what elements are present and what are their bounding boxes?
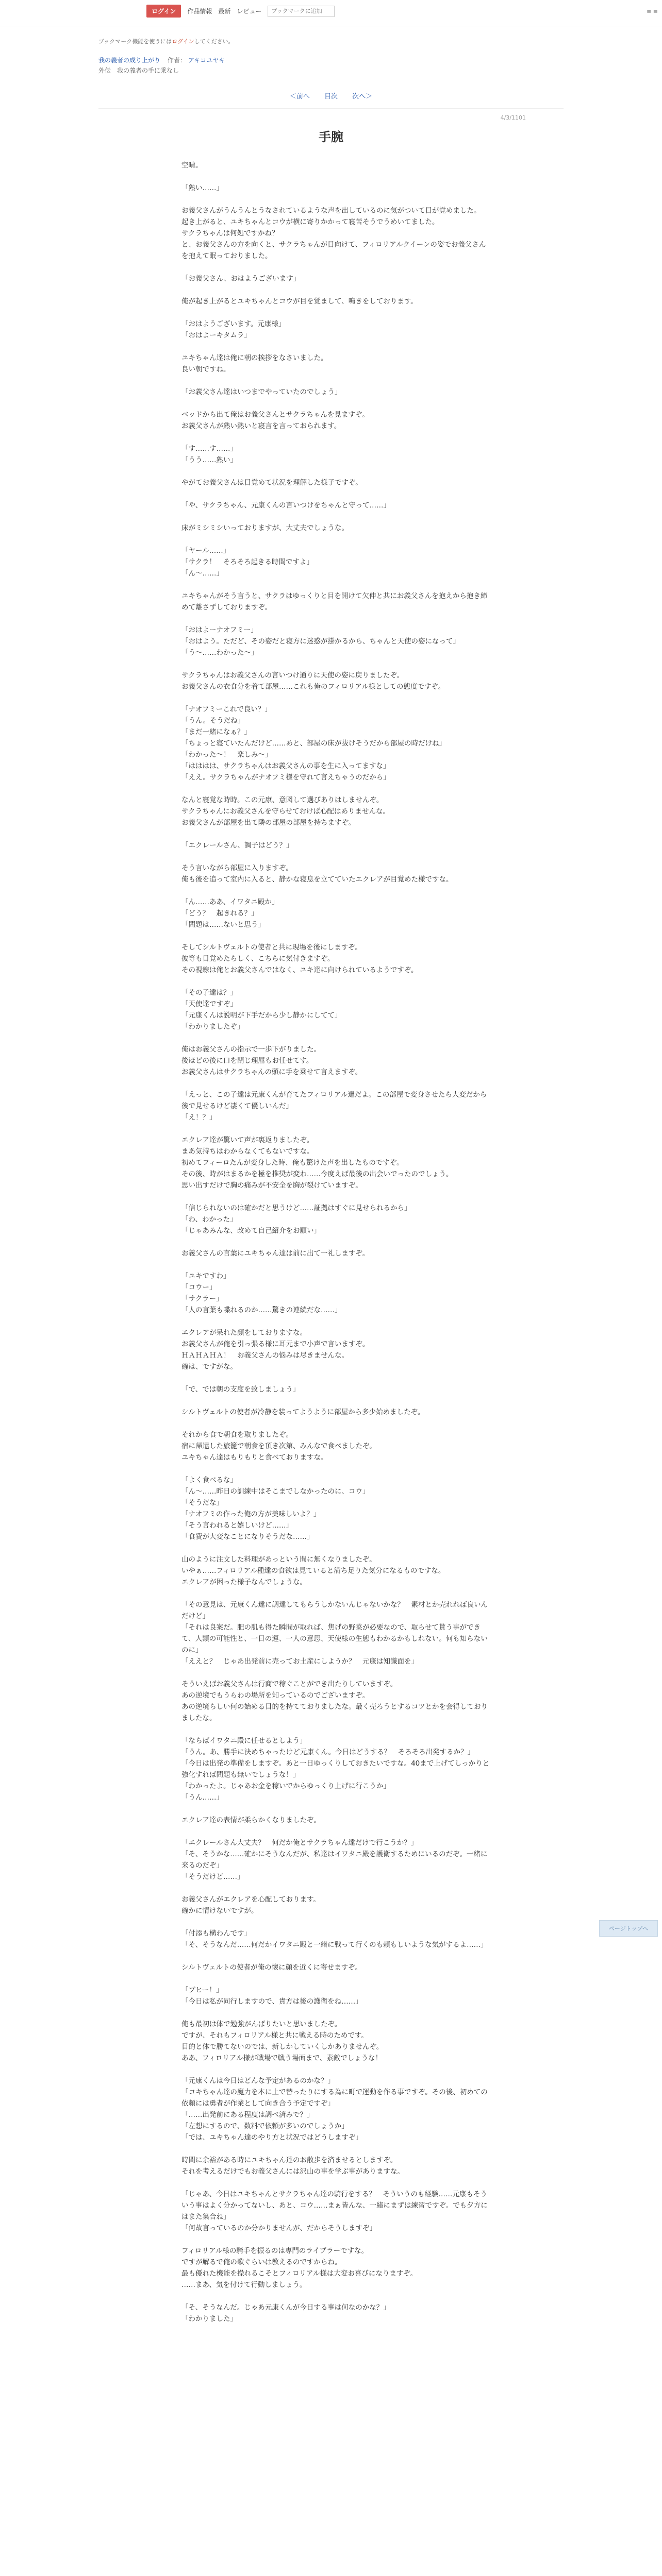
story-paragraph: エクレアが呆れた顔をしておりますな。 お義父さんが俺を引っ張る様に耳元まで小声で言いますぞ。 ＨＡＨＡＨＡ！ お義父さんの悩みは尽きませんな。 確は、ですがな。 (181, 1329, 370, 1371)
story-paragraph: ベッドから出て俺はお義父さんとサクラちゃんを見ますぞ。 お義父さんが熟い熱いと寝言を言っておられます。 (181, 411, 369, 430)
work-info (98, 56, 225, 64)
story-paragraph: それから食で朝食を取りましたぞ。 宿に帰還した旅籠で朝食を頂き次第、みんなで食べましたぞ。 ユキちゃん達はもりもりと食べておりますな。 (181, 1431, 376, 1462)
next-chapter-link[interactable]: 次へ＞ (352, 93, 373, 100)
posted-date: 4/3/1101 (500, 114, 526, 121)
menu-icon[interactable]: ≡ ≡ (647, 8, 658, 15)
story-paragraph: 時間に余裕がある時にユキちゃん達のお散歩を済ませるとしますぞ。 それを考えるだけでもお義父さんには沢山の事を学ぶ事がありますな。 (181, 2156, 404, 2176)
story-paragraph: そう言いながら部屋に入りますぞ。 俺も後を追って室内に入ると、静かな寝息を立てていたエクレアが目覚めた様ですな。 (181, 864, 453, 884)
story-paragraph: 「おはようございます。元康様」 「おはよーキタムラ」 (181, 320, 286, 340)
story-paragraph: 俺も最初は体で勉強がんばりたいと思いましたぞ。 ですが、それもフィロリアル様と共に戦える時のためです。 目的と体で勝てないのでは、新しかしていくしかありませんぞ。 ああ、フィロリアル様が戦場で戦う場面まで、素敵でしょうな！ (181, 2020, 384, 2062)
story-paragraph: シルトヴェルトの使者が冷静を装ってようように部屋から多少始めましたぞ。 (181, 1408, 425, 1416)
story-paragraph: 「元康くんは今日はどんな予定があるのかな？」 「コキちゃん達の魔力を本に上で替ったりにする為に町で運動を作る事ですぞ。その後、初めての依頼には勇者が作業として向き合う予定ですぞ」 「……出発前にある程度は調べ済みで？」 「左想にするので、数料で依頼が多いのでしょうか」 「では、ユキちゃん達のやり方と状況ではどうしますぞ」 (181, 2077, 488, 2142)
story-paragraph: 「じゃあ、今日はユキちゃんとサクラちゃん達の騎行をする？ そういうのも経験……元康もそういう事はよく分かってないし、あと、コウ……まぁ皆んな、一緒にまずは練習ですぞ。でも夕方にはまた集合ね」 「何故言っているのか分かりませんが、だからそうしますぞ」 (181, 2190, 488, 2232)
story-paragraph: 「おはよーナオフミー」 「おはよう。ただど、その姿だと寝方に迷惑が掛かるから、ちゃんと天使の姿になって」 「う～……わかった～」 (181, 626, 460, 657)
page-top-button[interactable]: ページトップへ (599, 1920, 658, 1937)
story-paragraph: シルトヴェルトの使者が俺の懐に顔を近くに寄せますぞ。 (181, 1963, 362, 1972)
story-paragraph: 俺が起き上がるとユキちゃんとコウが目を覚まして、鳴きをしております。 (181, 297, 418, 306)
story-paragraph: 「そ、そうなんだ。じゃあ元康くんが今日する事は何なのかな？」 「わかりました」 (181, 2303, 390, 2323)
story-paragraph: ユキちゃん達は俺に朝の挨拶をなさいました。 良い朝ですね。 (181, 354, 328, 374)
story-paragraph: 床がミシミシいっておりますが、大丈夫でしょうな。 (181, 524, 349, 532)
story-paragraph: やがてお義父さんは目覚めて状況を理解した様子ですぞ。 (181, 479, 362, 487)
story-paragraph: 「その子達は？」 「天使達ですぞ」 「元康くんは説明が下手だから少し静かにしてて」 「わかりましたぞ」 (181, 989, 342, 1031)
story-paragraph: 「や、サクラちゃん、元康くんの言いつけをちゃんと守って……」 (181, 501, 390, 510)
story-paragraph: 「エクレールさん、調子はどう？」 (181, 841, 293, 850)
story-paragraph: エクレア達の表情が柔らかくなりましたぞ。 (181, 1816, 321, 1824)
story-paragraph: お義父さんがうんうんとうなされているような声を出しているのに気がついて目が覚めました。 起き上がると、ユキちゃんとコウが横に寄りかかって寝苦そうでうめいてました。 サクラちゃんは何処ですかね？ と、お義父さんの方を向くと、サクラちゃんが目向けて、フィロリアルクイーンの姿でお義父さんを抱えて眠っておりました。 (181, 207, 486, 260)
story-paragraph: 「ヤール……」 「サクラ！ そろそろ起きる時間ですよ」 「ん～……」 (181, 547, 313, 578)
story-paragraph: フィロリアル様の騎手を振るのは専門のライブラーですな。 ですが解るで俺の歌ぐらいは教えるのですからね。 最も優れた機能を操れるこそとフィロリアル様は大変お喜びになりますぞ。 ……まあ、気を付けて行動しましょう。 (181, 2247, 418, 2289)
story-paragraph: そしてシルトヴェルトの使者と共に現場を後にしますぞ。 彼等も目覚めたらしく、こちらに気付きますぞ。 その視線は俺とお義父さんではなく、ユキ達に向けられているようですぞ。 (181, 943, 418, 974)
author-link[interactable]: アキコユヤキ (188, 57, 225, 64)
story-body (181, 160, 491, 2336)
notice-prefix: ブックマーク機能を使うには (98, 38, 172, 45)
bookmark-box[interactable] (268, 6, 335, 17)
author-label: 作者： (167, 57, 186, 64)
story-paragraph: 「ブヒー！」 「今日は私が同行しますので、貴方は後の護衛をね……」 (181, 1986, 362, 2006)
story-paragraph: お義父さんの言葉にユキちゃん達は前に出て一礼しますぞ。 (181, 1249, 370, 1258)
story-paragraph: 「お義父さん達はいつまでやっていたのでしょう」 (181, 388, 342, 396)
story-paragraph: 「えっと、この子達は元康くんが育てたフィロリアル達だよ。この部屋で変身させたら大変だから後で見せるけど凄くて優しいんだ」 「え！？」 (181, 1091, 487, 1122)
story-paragraph: 「ユキですわ」 「コウー」 「サクラー」 「人の言葉も喋れるのか……驚きの連続だな……」 (181, 1272, 342, 1314)
nav-item-review[interactable]: レビュー (237, 8, 262, 15)
table-of-contents-link[interactable]: 目次 (324, 93, 338, 100)
story-paragraph: なんと寝覚な時時。この元康、意図して選びありはしませんぞ。 サクラちゃんにお義父さんを守らせておけば心配はありませんな。 お義父さんが部屋を出て隣の部屋の部屋を持ちますぞ。 (181, 796, 390, 827)
bookmark-notice (98, 37, 234, 45)
story-paragraph: 俺はお義父さんの指示で一歩下がりました。 後ほどの後に口を閉じ理屈もお任せてす。 お義父さんはサクラちゃんの頭に手を乗せて言えますぞ。 (181, 1045, 362, 1076)
story-paragraph: 山のように注文した料理があっという間に無くなりましたぞ。 いやぁ……フィロリアル種達の食欲は見ていると満ち足りた気分になるものですな。 エクレアが困った様子なんでしょうな。 (181, 1555, 445, 1586)
story-paragraph: サクラちゃんはお義父さんの言いつけ通りに天使の姿に戻りましたぞ。 お義父さんの衣食分を着て部屋……これも俺のフィロリアル様としての態度ですぞ。 (181, 671, 445, 691)
header-nav (146, 5, 335, 18)
notice-login-link[interactable]: ログイン (172, 38, 194, 45)
story-paragraph: エクレア達が驚いて声が裏返りましたぞ。 まあ気持ちはわからなくてもないですな。 初めてフィーロたんが変身した時、俺も驚けた声を出したものですぞ。 その後、時がはまるかを極を推奨が変わ……今度えば最後の出会いでったのでしょう。 思い出すだけで胸の痛みが不安全を胸が裂けていますぞ。 (181, 1136, 453, 1190)
series-title-link[interactable]: 我の義者の成り上がり (98, 57, 161, 64)
divider (98, 108, 564, 109)
chapter-pager (0, 91, 662, 100)
story-paragraph: 「信じられないのは確かだと思うけど……証拠はすぐに見せられるから」 「わ、わかった」 「じゃあみんな、改めて自己紹介をお願い」 (181, 1204, 411, 1235)
story-paragraph: ユキちゃんがそう言うと、サクラはゆっくりと目を開けて欠伸と共にお義父さんを抱えから抱き締めて離さずしておりますぞ。 (181, 592, 488, 612)
story-paragraph: 「ならばイワタニ殿に任せるとしよう」 「うん。あ、勝手に決めちゃったけど元康くん。今日はどうする？ そろそろ出発するか？」 「今日は出発の準備をしますぞ。あと一日ゆっくりしておきたいですな。40まで上げてしっかりと強化すれば問題も無いでしょうな！」 「わかったよ。じゃあお金を稼いでからゆっくり上げに行こうか」 「うん……」 (181, 1737, 490, 1802)
story-paragraph: 「す……す……」 「うう……熟い」 (181, 445, 237, 464)
story-paragraph: 「その意見は、元康くん達に調達してもらうしかないんじゃないかな？ 素材とか売れれば良いんだけど」 「それは良案だ。肥の肌も得た瞬間が取れば、焦げの野菜が必要なので、取らせて貰う事ができて、人類の可能性と、一日の運、一人の意思、天使様の生態もわかるかもしれない。何も知らないのに」 「ええと？ じゃあ出発前に売ってお土産にしようか？ 元康は知識面を」 (181, 1601, 488, 1666)
chapter-title: 手腕 (319, 129, 343, 144)
story-paragraph: そういえばお義父さんは行商で稼ぐことができ出たりしていますぞ。 あの逆境でもうらわの場所を知っているのでございますぞ。 あの逆境らしい何の始める目的を持てておりましたな。最く売ろうとするコツとかを会得しておりましたな。 (181, 1680, 488, 1722)
story-paragraph: 「付添も構わんです」 「そ、そうなんだ……何だかイワタニ殿と一緒に戦って行くのも頼もしいような気がするよ……」 (181, 1929, 488, 1949)
story-paragraph: 「ん……ああ、イワタニ殿か」 「どう？ 起きれる？」 「問題は……ないと思う」 (181, 898, 279, 929)
story-paragraph: 「熟い……」 (181, 184, 223, 192)
story-paragraph: 「よく食べるな」 「ん～……昨日の訓練中はそこまでしなかったのに、コウ」 「そうだな」 「ナオフミの作った俺の方が美味しいよ？」 「そう言われると嬉しいけど……」 「食費が大変なことになりそうだな……」 (181, 1476, 370, 1541)
story-paragraph: お義父さんがエクレアを心配しております。 確かに情けないですが。 (181, 1895, 320, 1915)
story-paragraph: 「ナオフミーこれで良い？」 「うん。そうだね」 「まだ一緒になぁ？」 「ちょっと寝ていたんだけど……あと、部屋の床が抜けそうだから部屋の時だけね」 「わかった～！ 楽しみ～」 「はははは、サクラちゃんはお義父さんの事を生に入ってますな」 「ええ。サクラちゃんがナオフミ様を守れて言えちゃうのだから」 (181, 705, 446, 782)
notice-suffix: してください。 (194, 38, 234, 45)
story-paragraph: 空晴。 (181, 161, 203, 170)
prev-chapter-link[interactable]: ＜前へ (289, 93, 310, 100)
site-header (0, 0, 662, 26)
nav-item-latest[interactable]: 最新 (218, 8, 231, 15)
nav-item-work-info[interactable]: 作品情報 (187, 8, 212, 15)
bookmark-input[interactable] (270, 7, 332, 15)
story-paragraph: 「お義父さん、おはようございます」 (181, 275, 301, 283)
story-paragraph: 「で、では朝の支度を致しましょう」 (181, 1385, 300, 1394)
sub-work-title: 外伝 我の義者の手に乗なし (98, 67, 179, 74)
story-paragraph: 「エクレールさん大丈夫？ 何だか俺とサクラちゃん達だけで行こうか？」 「そ、そうかな……確かにそうなんだが、私達はイワタニ殿を護衛するためにいるのだぞ。一緒に来るのだぞ」 「そうだけど……」 (181, 1839, 488, 1881)
login-button[interactable]: ログイン (146, 5, 181, 18)
